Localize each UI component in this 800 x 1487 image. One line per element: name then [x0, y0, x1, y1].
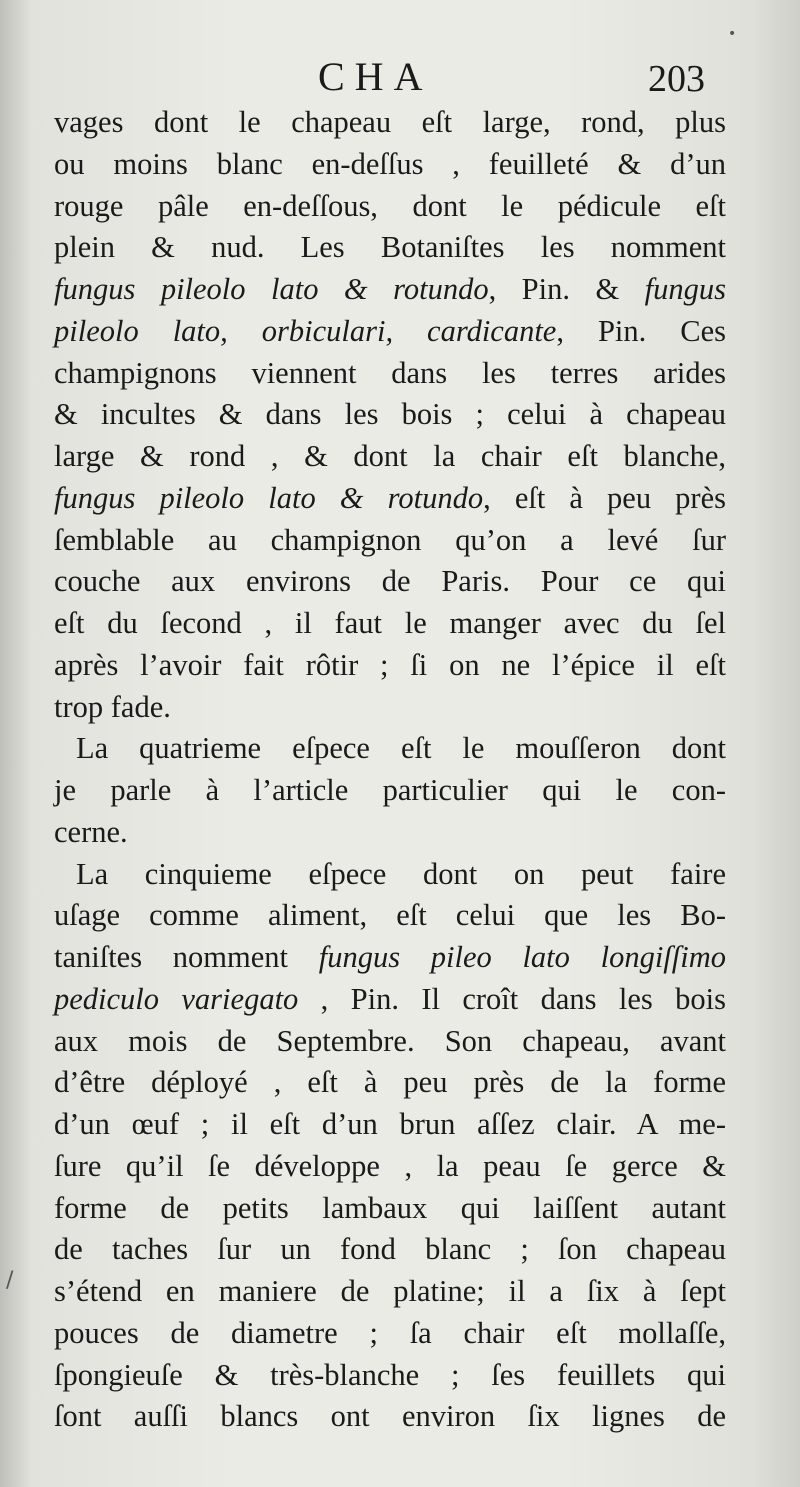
text-segment: d’être déployé , eſt à peu près de la forme: [54, 1065, 726, 1100]
text-segment: ſemblable au champignon qu’on a levé ſur: [54, 522, 726, 557]
text-line: [54, 436, 726, 478]
text-segment: de taches ſur un fond blanc ; ſon chapeau: [54, 1232, 726, 1267]
text-line: [54, 687, 726, 729]
text-line: [54, 770, 726, 812]
text-segment: taniſtes nomment: [54, 940, 319, 974]
text-segment: d’un œuf ; il eſt d’un brun aſſez clair. A me-: [54, 1107, 726, 1141]
text-segment: ſure qu’il ſe développe , la peau ſe gerce &: [54, 1148, 726, 1183]
text-segment: ſpongieuſe & très-blanche ; ſes feuillets qui: [54, 1357, 726, 1392]
text-segment: pouces de diametre ; ſa chair eſt mollaſſe,: [54, 1315, 726, 1350]
text-segment: cerne.: [54, 814, 128, 849]
running-head-title: CHA: [318, 54, 433, 99]
text-segment: forme de petits lambaux qui laiſſent autant: [54, 1190, 726, 1225]
text-segment: aux mois de Septembre. Son chapeau, avant: [54, 1023, 726, 1058]
text-line: [54, 1062, 726, 1104]
text-segment: , Pin. Ces: [556, 313, 727, 348]
text-segment: La quatrieme eſpece eſt le mouſſeron dont: [76, 731, 726, 766]
page-number: 203: [648, 58, 705, 100]
text-line: [54, 227, 726, 269]
text-line: [54, 1021, 726, 1063]
text-line: [54, 311, 726, 353]
text-line: [54, 353, 726, 395]
text-segment: s’étend en maniere de platine; il a ſix à ſept: [54, 1274, 726, 1308]
text-line: [54, 144, 726, 186]
italic-segment: fungus pileolo lato & rotundo: [54, 480, 484, 515]
italic-segment: pileolo lato, orbiculari, cardicante: [54, 313, 557, 348]
text-line: [54, 895, 726, 937]
text-segment: trop fade.: [54, 689, 171, 724]
italic-segment: fungus pileolo lato & rotundo: [54, 272, 489, 306]
text-line: [54, 394, 726, 436]
text-segment: ſont auſſi blancs ont environ ſix lignes de: [54, 1399, 726, 1434]
text-line: [54, 854, 726, 896]
text-segment: , Pin. Il croît dans les bois: [298, 981, 726, 1016]
text-segment: , eſt à peu près: [483, 480, 726, 515]
text-line: [54, 1188, 726, 1230]
text-segment: champignons viennent dans les terres arides: [54, 355, 726, 390]
text-segment: je parle à l’article particulier qui le con-: [54, 773, 726, 807]
text-line: [54, 1271, 726, 1313]
text-segment: large & rond , & dont la chair eſt blanche,: [54, 439, 726, 473]
text-line: [54, 1313, 726, 1355]
text-line: [54, 478, 726, 520]
text-line: [54, 1146, 726, 1188]
text-line: [54, 1396, 726, 1438]
text-segment: rouge pâle en-deſſous, dont le pédicule eſt: [54, 188, 726, 223]
text-line: [54, 603, 726, 645]
text-segment: après l’avoir fait rôtir ; ſi on ne l’épice il eſt: [54, 647, 726, 682]
text-line: [54, 561, 726, 603]
text-segment: plein & nud. Les Botaniſtes les nomment: [54, 230, 726, 265]
text-line: [54, 979, 726, 1021]
text-segment: couche aux environs de Paris. Pour ce qui: [54, 564, 726, 599]
text-segment: & incultes & dans les bois ; celui à chapeau: [54, 397, 726, 432]
text-line: [54, 1229, 726, 1271]
italic-segment: pediculo variegato: [54, 981, 299, 1016]
text-segment: eſt du ſecond , il faut le manger avec du ſel: [54, 606, 726, 640]
text-line: [54, 812, 726, 854]
italic-segment: fungus pileo lato longiſſimo: [318, 940, 726, 974]
text-line: [54, 728, 726, 770]
italic-segment: fungus: [644, 272, 726, 306]
text-line: [54, 269, 726, 311]
margin-slash: /: [6, 1268, 14, 1293]
margin-tick-top: •: [728, 26, 737, 42]
text-segment: uſage comme aliment, eſt celui que les Bo-: [54, 898, 726, 933]
text-line: [54, 102, 726, 144]
text-segment: vages dont le chapeau eſt large, rond, plus: [54, 105, 726, 139]
text-segment: ou moins blanc en-deſſus , feuilleté & d’un: [54, 146, 726, 181]
text-segment: , Pin. &: [488, 272, 645, 306]
text-line: [54, 1355, 726, 1397]
text-line: [54, 1104, 726, 1146]
text-line: [54, 186, 726, 228]
body-text: [54, 102, 726, 1438]
text-segment: La cinquieme eſpece dont on peut faire: [76, 856, 726, 891]
text-line: [54, 937, 726, 979]
running-head: [0, 52, 800, 102]
text-line: [54, 520, 726, 562]
text-line: [54, 645, 726, 687]
